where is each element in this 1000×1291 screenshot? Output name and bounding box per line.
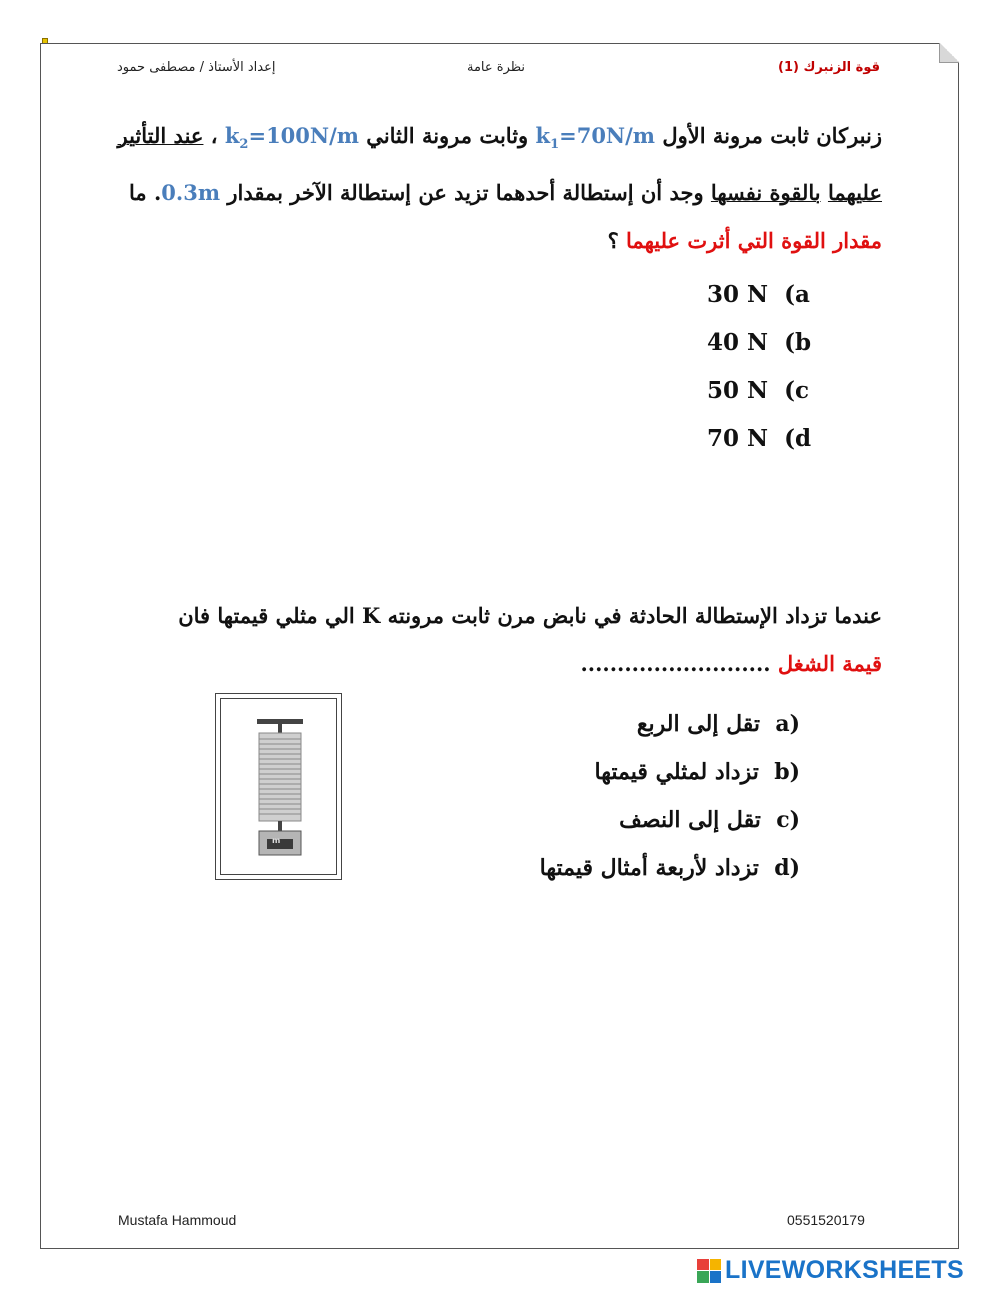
worksheet-title: قوة الزنبرك (1): [778, 60, 880, 75]
brand-name: LIVEWORKSHEETS: [725, 1256, 964, 1284]
liveworksheets-logo-icon: [697, 1259, 721, 1283]
q1-part: وثابت مرونة الثاني: [359, 123, 536, 148]
q2-option-a[interactable]: a) تقل إلى الربع: [636, 711, 800, 737]
q1-option-a[interactable]: 30 N (a: [707, 281, 810, 308]
k1-value: $k_1=70N/m$: [535, 123, 656, 153]
q2-option-d[interactable]: d) تزداد لأربعة أمثال قيمتها: [539, 855, 800, 881]
q1-option-b[interactable]: 40 N (b: [707, 329, 812, 356]
worksheet-subtitle: نظرة عامة: [467, 60, 526, 75]
mass-label: m: [272, 836, 281, 845]
question-1-text: [92, 112, 882, 265]
spring-mass-illustration: [221, 699, 338, 876]
footer-phone: 0551520179: [787, 1212, 865, 1228]
spring-figure-frame: [220, 698, 337, 875]
q1-part: ،: [203, 123, 225, 148]
q2-answer-blank: ..........................: [580, 651, 778, 676]
q2-highlight: قيمة الشغل: [777, 651, 882, 676]
worksheet-author: إعداد الأستاذ / مصطفى حمود: [117, 60, 276, 75]
q2-part: عندما تزداد الإستطالة الحادثة في نابض مرن ثابت مرونته K الي مثلي قيمتها فان: [178, 603, 882, 628]
q1-option-c[interactable]: 50 N (c: [707, 377, 809, 404]
page-fold-corner: [939, 43, 959, 63]
q1-part: . ما: [129, 180, 162, 206]
q2-option-b[interactable]: b) تزداد لمثلي قيمتها: [594, 759, 800, 785]
distance-value: 0.3m: [161, 180, 221, 206]
k2-value: $k_2=100N/m$: [224, 123, 359, 153]
q1-highlight: مقدار القوة التي أثرت عليهما: [626, 228, 882, 254]
q1-part: زنبركان ثابت مرونة الأول: [655, 123, 882, 148]
liveworksheets-brand[interactable]: [697, 1256, 964, 1285]
spring-figure: [215, 693, 342, 880]
question-2-text: [152, 592, 882, 688]
q1-underlined-2: بالقوة نفسها: [710, 180, 821, 206]
q1-part: وجد أن إستطالة أحدهما تزيد عن إستطالة الآخر بمقدار: [220, 180, 711, 206]
q1-option-d[interactable]: 70 N (d: [707, 425, 812, 452]
footer-author-name: Mustafa Hammoud: [118, 1212, 237, 1228]
q1-part: ؟: [607, 228, 627, 254]
q1-underlined-1: عند التأثير عليهما: [117, 123, 882, 206]
q2-option-c[interactable]: c) تقل إلى النصف: [619, 807, 800, 833]
